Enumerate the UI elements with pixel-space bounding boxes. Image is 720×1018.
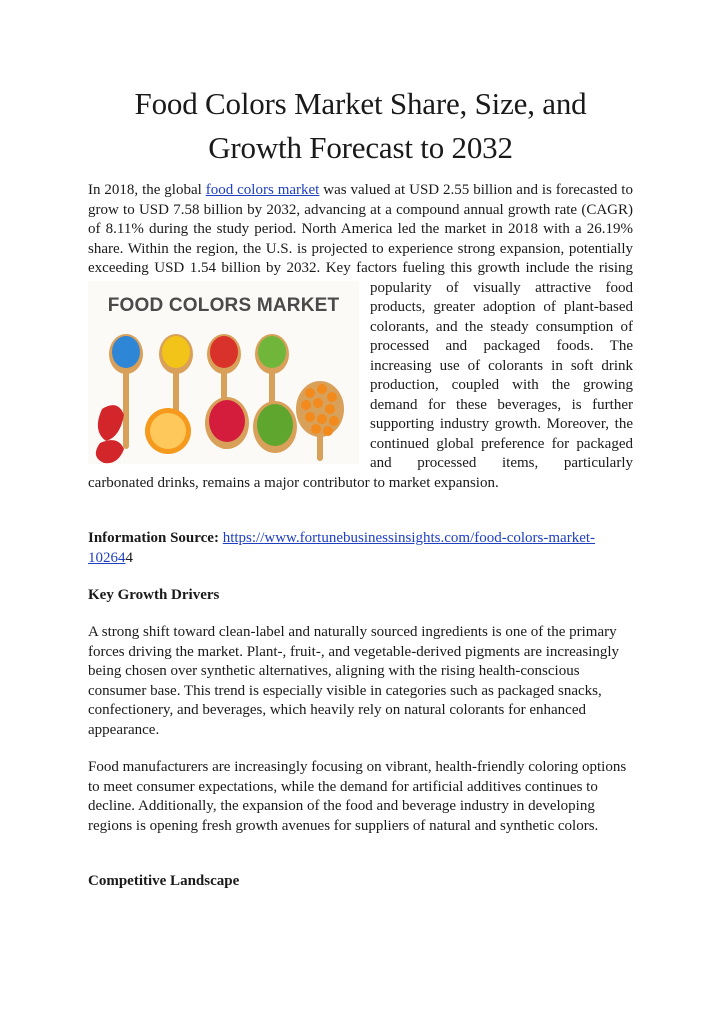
green-powder-spoon-powder: [258, 336, 286, 368]
title-line-2: Growth Forecast to 2032: [208, 130, 513, 165]
strawberry-bottom: [96, 440, 124, 463]
orange-seed-3: [301, 400, 311, 410]
intro-text-before-image: was valued at USD 2.55 billion and is forecasted to grow to USD 7.58 billion by 2032, advancing at a compound annual growth rate (CAGR) of 8.11% during the study period. North America led the market in 2018 with a 26.19% share. Within the region, the U.S. is projected to experience strong expansion, potentially exceeding USD 1.54 billion by 2032. Key factors fueling this growth include the rising popularity of visually attractive: [88, 182, 633, 296]
orange-seed-9: [311, 424, 321, 434]
red-powder-spoon-powder: [210, 336, 238, 368]
orange-seed-6: [305, 412, 315, 422]
page-title: [88, 82, 633, 170]
orange-seed-2: [327, 392, 337, 402]
red-puree: [209, 400, 245, 442]
intro-text-rest: [88, 182, 633, 491]
food-colors-market-link[interactable]: food colors market: [205, 182, 320, 198]
title-line-1: Food Colors Market Share, Size, and: [134, 86, 587, 121]
source-trailing-digit: 4: [125, 549, 133, 566]
blue-powder-spoon-handle: [123, 369, 129, 449]
green-puree: [257, 404, 293, 446]
growth-drivers-paragraph-1: A strong shift toward clean-label and naturally sourced ingredients is one of the primary forces driving the market. Plant-, fruit-, and vegetable-derived pigments are increasingly being chosen over synthetic alternatives, aligning with the rising health-conscious consumer base. This trend is especially visible in categories such as packaged snacks, confectionery, and beverages, which heavily rely on natural colorants for enhanced appearance.: [88, 624, 620, 738]
source-url-link[interactable]: https://www.fortunebusinessinsights.com/food-colors-market-10264: [88, 530, 596, 566]
key-growth-drivers-heading: Key Growth Drivers: [88, 587, 220, 603]
orange-seed-5: [325, 404, 335, 414]
intro-text-start: In 2018, the global: [88, 182, 206, 198]
orange-seed-7: [317, 414, 327, 424]
orange-slice-inner: [150, 413, 186, 449]
food-colors-market-image: [88, 281, 359, 464]
blue-powder-spoon-powder: [112, 336, 140, 368]
yellow-powder-spoon-powder: [162, 336, 190, 368]
growth-drivers-paragraph-2: Food manufacturers are increasingly focusing on vibrant, health-friendly coloring options to meet consumer expectations, while the demand for artificial additives continues to decline. Additionally, the expansion of the food and beverage industry in developing regions is opening fresh growth avenues for suppliers of natural and synthetic colors.: [88, 759, 627, 834]
orange-seed-4: [313, 398, 323, 408]
image-title-text: FOOD COLORS MARKET: [107, 294, 340, 316]
orange-seed-10: [323, 426, 333, 436]
orange-seed-1: [317, 384, 327, 394]
orange-seed-0: [305, 388, 315, 398]
intro-paragraph: [88, 181, 633, 493]
intro-text-beside-image: food products, greater adoption of plant-based colorants, and the steady consumption of processed and packaged foods. The increasing use of colorants in soft drink production, coupled with the growing demand for these beverages, is further supporting industry growth. Moreover, the continued global preference for packaged and processed items, particularly carbonated drinks, remains a major contributor to market expansion.: [88, 279, 633, 491]
strawberry-top: [98, 405, 124, 441]
orange-seed-8: [329, 416, 339, 426]
competitive-landscape-heading: Competitive Landscape: [88, 873, 240, 889]
information-source: [88, 529, 633, 568]
source-label: Information Source:: [88, 530, 219, 546]
